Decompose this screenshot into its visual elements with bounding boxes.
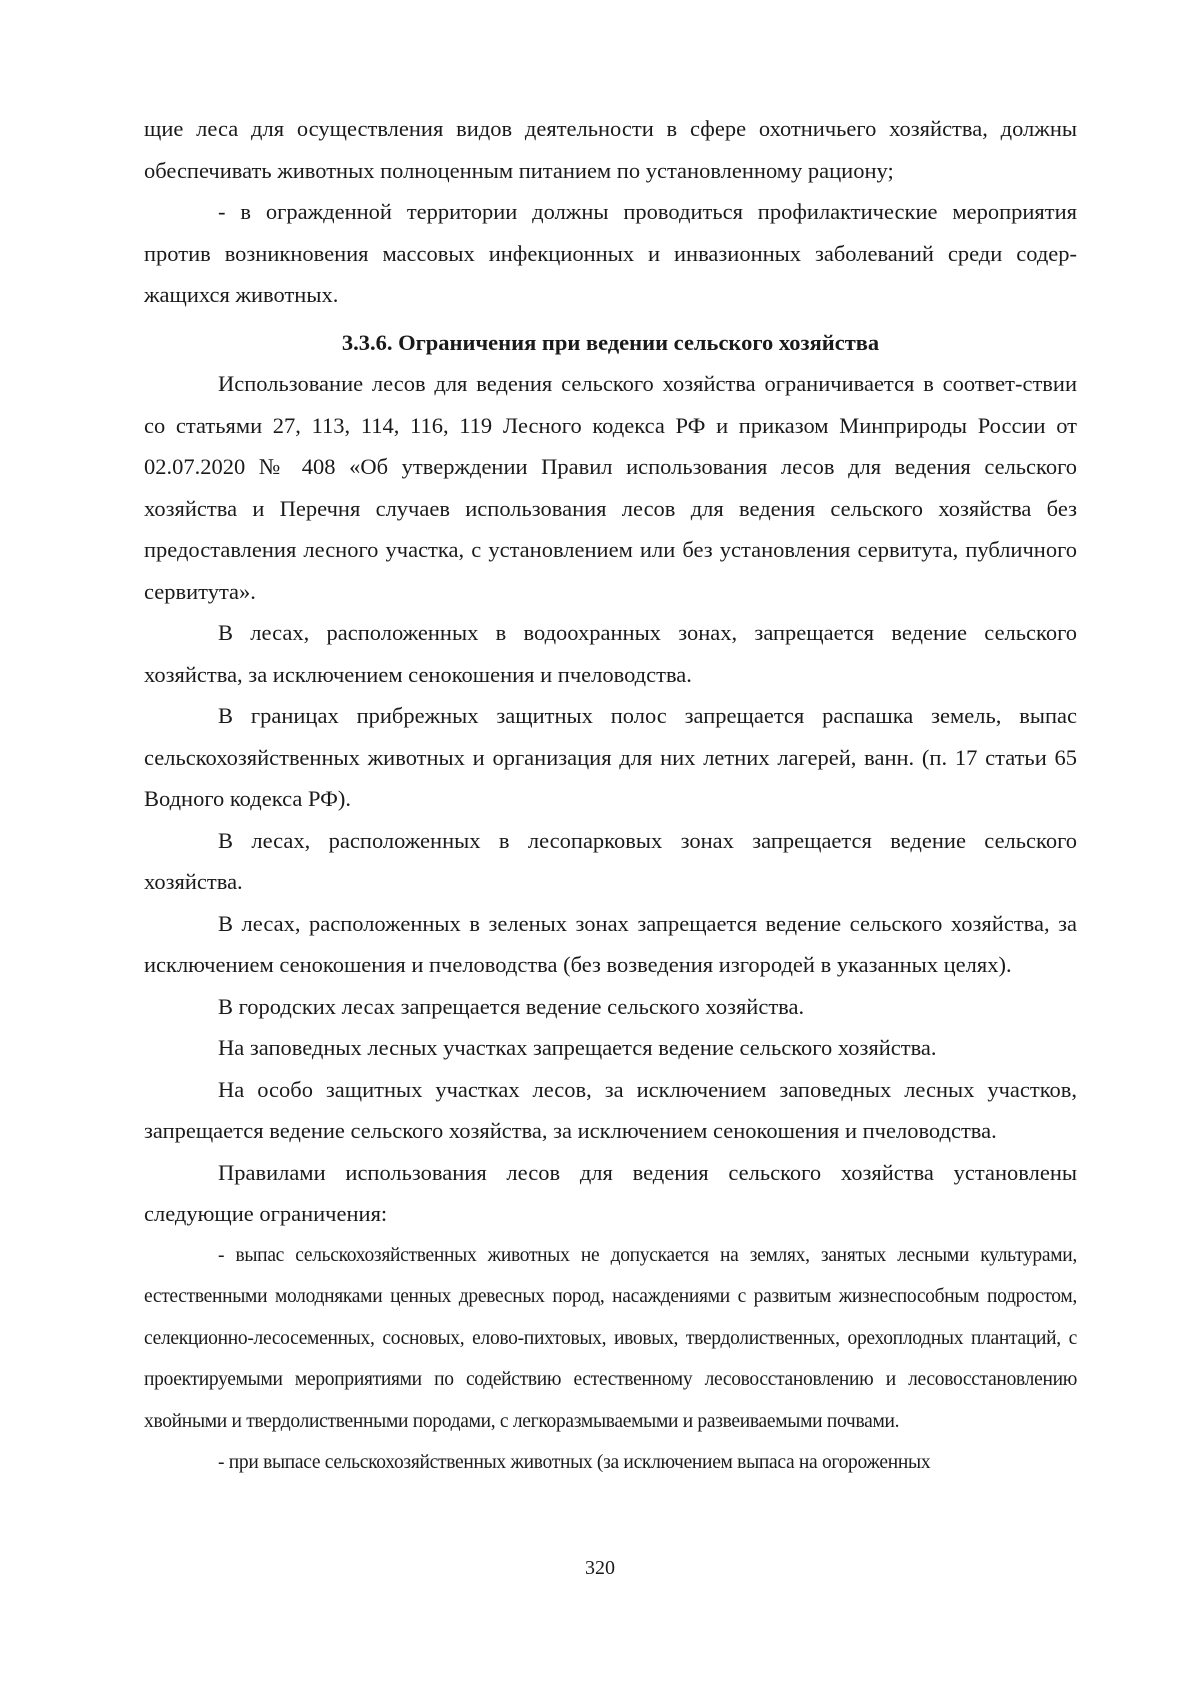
paragraph: В лесах, расположенных в лесопарковых зонах запрещается ведение сельского хозяйства.: [144, 827, 1077, 894]
paragraph: На особо защитных участках лесов, за исключением заповедных лесных участков, запрещается ведение сельского хозяйства, за исключением сенокошения и пчеловодства.: [144, 1076, 1077, 1143]
paragraph: В границах прибрежных защитных полос запрещается распашка земель, выпас сельскохозяйственных животных и организация для них летних лагерей, ванн. (п. 17 статьи 65 Водного кодекса РФ).: [144, 703, 1077, 811]
intro-paragraphs: [144, 108, 1077, 316]
page-number: 320: [585, 1557, 615, 1579]
paragraph: В лесах, расположенных в зеленых зонах запрещается ведение сельского хозяйства, за исключением сенокошения и пчеловодства (без возведения изгородей в указанных целях).: [144, 910, 1077, 977]
document-page: [144, 108, 1077, 1484]
paragraph: На заповедных лесных участках запрещается ведение сельского хозяйства.: [218, 1035, 937, 1060]
paragraph: щие леса для осуществления видов деятельности в сфере охотничьего хозяйства, должны обеспечивать животных полноценным питанием по установленному рациону;: [144, 116, 1077, 183]
section-heading: 3.3.6. Ограничения при ведении сельского хозяйства: [341, 329, 880, 355]
paragraph: - в огражденной территории должны проводиться профилактические мероприятия против возникновения массовых инфекционных и инвазионных заболеваний среди содер-жащихся животных.: [144, 199, 1077, 307]
paragraph: Правилами использования лесов для ведения сельского хозяйства установлены следующие ограничения:: [144, 1159, 1077, 1226]
section-paragraphs: [144, 363, 1077, 1484]
paragraph: В лесах, расположенных в водоохранных зонах, запрещается ведение сельского хозяйства, за исключением сенокошения и пчеловодства.: [144, 620, 1077, 687]
paragraph: В городских лесах запрещается ведение сельского хозяйства.: [218, 993, 805, 1019]
paragraph: - выпас сельскохозяйственных животных не допускается на землях, занятых лесными культурами, естественными молодняками ценных древесных пород, насаждениями с развитым жизнеспособным подростом, селекционно-лесосеменных, сосновых, елово-пихтовых, ивовых, твердолиственных, орехоплодных плантаций, с проектируемыми мероприятиями по содействию естественному лесовосстановлению и лесовосстановлению хвойными и твердолиственными породами, с легкоразмываемыми и развеиваемыми почвами.: [144, 1244, 1077, 1432]
paragraph: - при выпасе сельскохозяйственных животных (за исключением выпаса на огороженных: [218, 1452, 931, 1473]
paragraph: Использование лесов для ведения сельского хозяйства ограничивается в соответ-ствии со статьями 27, 113, 114, 116, 119 Лесного кодекса РФ и приказом Минприроды России от 02.07.2020 № 408 «Об утверждении Правил использования лесов для ведения сельского хозяйства и Перечня случаев использования лесов для ведения сельского хозяйства без предоставления лесного участка, с установлением или без установления сервитута, публичного сервитута».: [144, 371, 1077, 604]
